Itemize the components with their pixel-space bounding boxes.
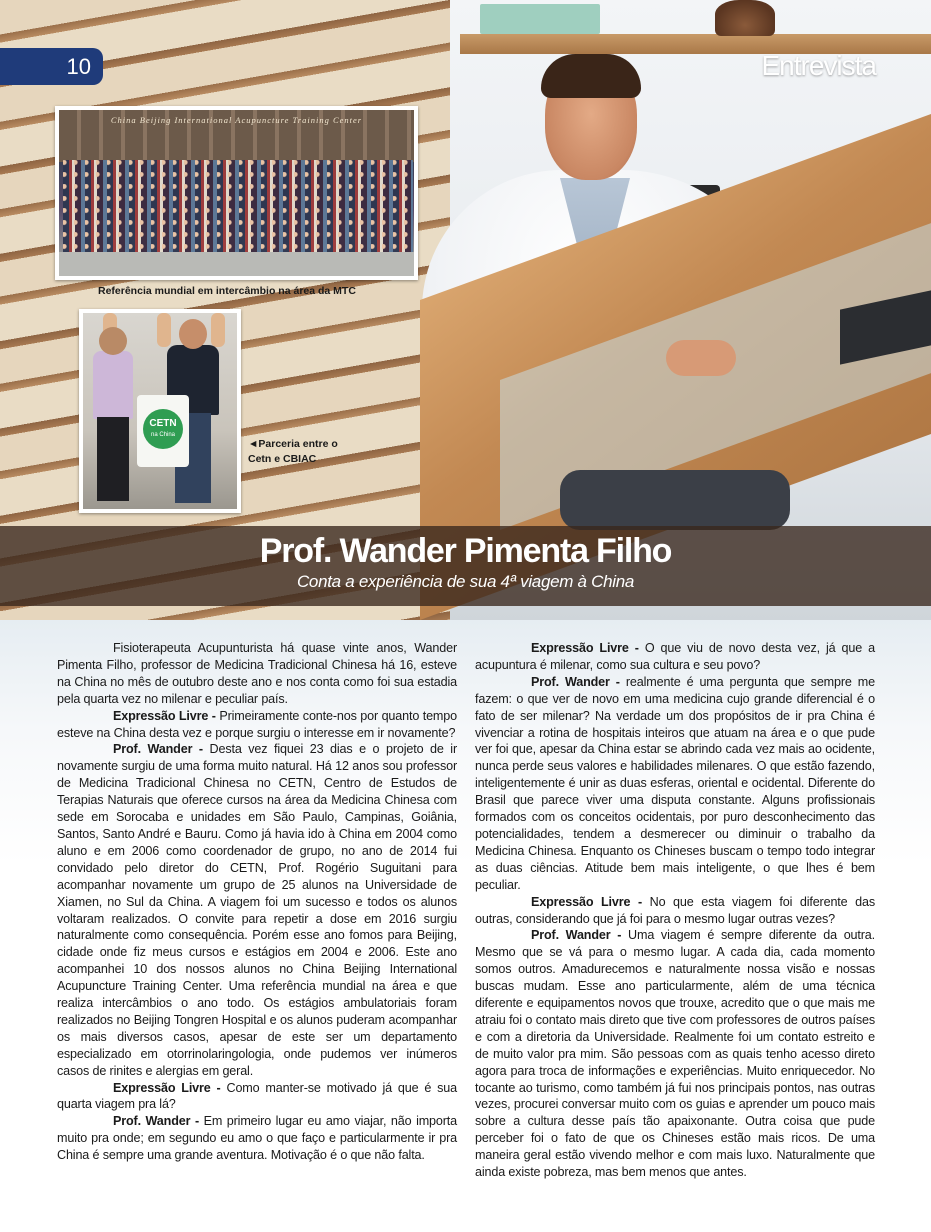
speaker-label: Prof. Wander - [113,742,210,757]
speaker-label: Prof. Wander - [531,928,629,943]
partnership-caption-line2: Cetn e CBIAC [248,453,317,465]
speaker-label: Expressão Livre - [531,894,650,909]
partnership-photo [79,309,241,513]
cetn-logo [143,409,183,449]
article-paragraph: Expressão Livre - Como manter-se motivado já que é sua quarta viagem pra lá? [57,1080,457,1112]
article-paragraph: Expressão Livre - Primeiramente conte-nos por quanto tempo esteve na China desta vez e porque surgiu o interesse em ir novamente? [57,708,457,740]
article-column-right [475,640,875,1181]
doctor-hand [666,340,736,376]
speaker-label: Expressão Livre - [531,641,645,655]
acupuncture-chart-figure [211,313,225,347]
partnership-photo-image [83,313,237,509]
article-paragraph: Fisioterapeuta Acupunturista há quase vinte anos, Wander Pimenta Filho, professor de Medicina Tradicional Chinesa há 16, esteve na China no mês de outubro deste ano e nos conta como foi sua estadia pela quarta vez no milenar e peculiar país. [57,641,457,706]
cetn-logo-tagline: na China [150,432,176,438]
article-paragraph: Prof. Wander - Desta vez fiquei 23 dias e o projeto de ir novamente surgiu de uma forma muito natural. Há 12 anos sou professor de Medicina Tradicional Chinesa no CETN, Centro de Estudos de Terapias Naturais que oferece cursos na área da Medicina Chinesa com sede em Sorocaba e unidades em São Paulo, Campinas, Goiânia, Santos, Santo André e Bauru. Como já havia ido à China em 2004 como aluno e em 2006 como coordenador de grupo, no ano de 2014 fui convidado pelo diretor do CETN, Prof. Rogério Suguitani para acompanhar novamente um grupo de 25 alunos na Universidade de Xiamen, no Sul da China. A viagem foi um sucesso e todos os alunos voltaram realizados. O convite para repetir a dose em 2016 surgiu naturalmente como consequência. Porém esse ano fomos para Beijing, cidade onde fiz meus cursos e estágios em 2004 e 2006. Este ano acompanhei 10 dos nossos alunos no China Beijing International Acupuncture Training Center. Uma referência mundial na área e que realiza intercâmbios o ano todo. Os estágios ambulatoriais foram realizados no Beijing Tongren Hospital e os alunos puderam acompanhar os mais diversos casos, apesar de este ser um departamento especializado em otorrinolaringologia, onde pudemos ver inúmeros casos de rinites e alergias em geral. [57,742,458,1078]
cetn-logo-name: CETN [149,418,177,429]
speaker-label: Prof. Wander - [531,674,626,689]
page-number: 10 [0,48,103,85]
group-photo-image [59,110,414,276]
article-paragraph: Expressão Livre - O que viu de novo desta vez, já que a acupuntura é milenar, como sua cultura e seu povo? [475,641,875,672]
section-title: Entrevista [761,50,876,81]
partnership-photo-caption [248,437,368,467]
article-paragraph: Expressão Livre - No que esta viagem foi diferente das outras, considerando que já foi para o mesmo lugar outras vezes? [475,894,875,926]
article-paragraph: Prof. Wander - realmente é uma pergunta que sempre me fazem: o que ver de novo em uma medicina cujo grande diferencial é o fato de ser milenar? Na verdade um dos propósitos de ir pra China é vivenciar a rotina de hospitais inteiros que atuam na área e o que pude ver foi que, apesar da China estar se abrindo cada vez mais ao ocidente, nunca perde seus valores e habilidades milenares. O que estão fazendo, inteligentemente é unir as duas esferas, oriental e ocidental. Diferente do Brasil que parece viver uma disputa constante. Alguns profissionais formados com os conceitos ocidentais, por puro desconhecimento das potencialidades, tendem a desmerecer ou diminuir o trabalho da Medicina Chinesa. Enquanto os Chineses buscam o tempo todo integrar as duas ciências. Atitude bem mais inteligente, o que lhes é bem peculiar. [475,674,875,892]
speaker-label: Expressão Livre - [113,708,220,723]
chinese-partner-legs [97,417,129,501]
speaker-label: Expressão Livre - [113,1080,227,1095]
group-photo [55,106,418,280]
wander-head [179,319,207,349]
partnership-caption-line1: ◄Parceria entre o [248,438,338,450]
courtyard-ground [59,252,414,276]
chinese-partner-body [93,351,133,419]
doctor-pants [560,470,790,530]
article-column-left [57,640,457,1164]
interview-title: Prof. Wander Pimenta Filho [259,532,672,570]
doctor-hair [541,54,641,98]
interview-subtitle: Conta a experiência de sua 4ª viagem à China [296,572,635,591]
group-photo-caption: Referência mundial em intercâmbio na área da MTC [98,285,356,297]
shelf-statue [715,0,775,36]
shelf-boxes [480,4,600,34]
article-paragraph: Prof. Wander - Em primeiro lugar eu amo viajar, não importa muito pra onde; em segundo eu amo o que faço e particularmente ir pra China é sempre uma grande aventura. Motivação é o que não falta. [57,1114,458,1163]
building-banner: China Beijing International Acupuncture Training Center [110,115,363,125]
acupuncture-chart-figure [157,313,171,347]
group-of-students [63,160,413,255]
chinese-partner-head [99,327,127,355]
article-paragraph: Prof. Wander - Uma viagem é sempre diferente da outra. Mesmo que se vá para o mesmo lugar. A cada dia, cada momento somos outros. Amadurecemos e naturalmente nossa visão e nossas buscas mudam. Esse ano particularmente, além de uma técnica diferente e equipamentos novos que trouxe, acredito que o que mais me atraiu foi o contato mais direto que tive com professores de outros países e com a diretoria da Universidade. Realmente foi um contato estreito e de muito valor pra mim. São pessoas com as quais tenho acesso direto agora para troca de informações e experiências. Muito enriquecedor. No tocante ao turismo, como também já fui nos principais pontos, nas outras vezes, procurei conversar muito com os guias e aprender um pouco mais sobre a cultura desse país tão apaixonante. Outra coisa que pude perceber foi o fato de que os Chineses estão mais ricos. De uma maneira geral estão vivendo melhor e com mais luxo. Naturalmente que ainda existe pobreza, mas bem menos que antes. [475,928,875,1180]
speaker-label: Prof. Wander - [113,1114,204,1129]
